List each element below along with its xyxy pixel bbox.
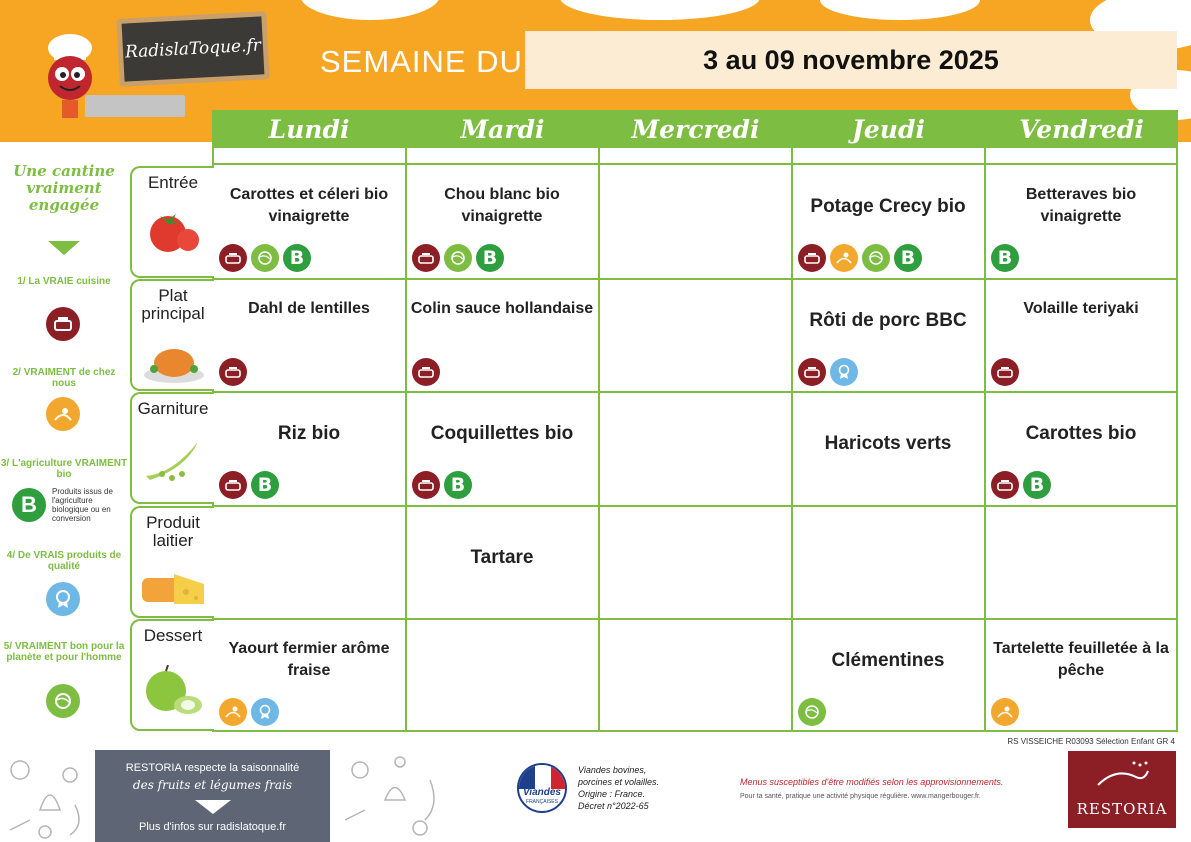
tomato-icon <box>142 204 206 254</box>
apple-icon <box>142 665 206 715</box>
cuisine-badge-icon <box>412 471 440 499</box>
logo-board[interactable] <box>116 11 269 87</box>
cheese-icon <box>142 564 206 614</box>
category-produit-laitier <box>130 506 214 618</box>
cuisine-badge-icon <box>991 358 1019 386</box>
dish-name: Carottes et céleri bio vinaigrette <box>229 186 389 225</box>
sidebar-item-bio-label: 3/ L'agriculture VRAIMENT bio <box>0 458 128 480</box>
viandes-origin-text <box>578 764 698 812</box>
bio-badge-icon: B <box>283 244 311 272</box>
day-header-jeudi: Jeudi <box>792 110 985 148</box>
label-badges <box>219 698 279 726</box>
planete-badge-icon <box>444 244 472 272</box>
category-label: Plat principal <box>141 286 205 323</box>
cloud-shape <box>300 0 440 20</box>
dish-name: Yaourt fermier arôme fraise <box>228 640 390 679</box>
seasonality-link[interactable]: Plus d'infos sur radislatoque.fr <box>138 821 286 833</box>
menu-cell <box>214 507 404 617</box>
vf-line: Viandes bovines, <box>578 765 647 775</box>
peas-icon <box>142 434 206 484</box>
week-date-range: 3 au 09 novembre 2025 <box>525 31 1177 89</box>
dish-name: Potage Crecy bio <box>810 196 966 217</box>
kitchen-desk-shape <box>85 95 185 117</box>
dish-name: Betteraves bio vinaigrette <box>1025 186 1137 225</box>
category-label: Entrée <box>147 173 199 192</box>
category-plat-principal <box>130 279 214 391</box>
planete-badge-icon <box>798 698 826 726</box>
restoria-logo <box>1068 751 1176 828</box>
local-badge-icon <box>219 698 247 726</box>
category-label: Produit laitier <box>146 513 200 550</box>
bio-b-icon: B <box>12 488 46 522</box>
seasonality-arrow-icon <box>195 800 231 814</box>
menu-cell <box>600 620 790 730</box>
quality-medal-icon <box>46 582 80 616</box>
reference-code: RS VISSEICHE R03093 Sélection Enfant GR 4 <box>1007 737 1175 746</box>
category-label: Garniture <box>137 399 209 418</box>
cuisine-badge-icon <box>219 471 247 499</box>
menu-cell <box>793 280 983 390</box>
qualite-badge-icon <box>830 358 858 386</box>
menu-cell <box>986 280 1176 390</box>
menu-cell <box>214 280 404 390</box>
cuisine-badge-icon <box>412 244 440 272</box>
menu-cell <box>600 393 790 503</box>
menu-cell <box>986 166 1176 276</box>
menus-modification-note: Menus susceptibles d'être modifiés selon les approvisionnements. <box>740 777 1004 787</box>
vf-line: Origine : France. <box>578 789 646 799</box>
sidebar-item-cuisine-label: 1/ La VRAIE cuisine <box>17 276 111 287</box>
category-label: Dessert <box>143 626 203 645</box>
category-dessert <box>130 619 214 731</box>
day-header-mercredi: Mercredi <box>599 110 792 148</box>
week-label: SEMAINE DU <box>320 44 523 79</box>
label-badges <box>798 358 858 386</box>
dish-name: Clémentines <box>831 650 945 671</box>
vf-line: Décret n°2022-65 <box>578 801 649 811</box>
bio-badge-icon: B <box>1023 471 1051 499</box>
label-badges <box>412 358 440 386</box>
menu-cell <box>214 620 404 730</box>
label-badges <box>412 244 504 272</box>
label-badges <box>219 244 311 272</box>
sidebar-item-planete-label: 5/ VRAIMENT bon pour la planète et pour l'homme <box>3 641 125 663</box>
label-badges <box>991 358 1019 386</box>
menu-cell <box>793 166 983 276</box>
category-entree <box>130 166 214 278</box>
cuisine-badge-icon <box>219 358 247 386</box>
label-badges <box>991 698 1019 726</box>
menu-cell <box>407 166 597 276</box>
menu-cell <box>214 166 404 276</box>
dish-name: Chou blanc bio vinaigrette <box>444 186 560 225</box>
restoria-brand-name: RESTORIA <box>1076 800 1168 818</box>
sidebar-item-qualite-label: 4/ De VRAIS produits de qualité <box>6 550 122 572</box>
viandes-francaises-logo <box>517 763 567 813</box>
restoria-emblem-icon <box>1096 759 1150 793</box>
cuisine-badge-icon <box>798 358 826 386</box>
label-badges <box>798 698 826 726</box>
label-badges <box>219 471 279 499</box>
dish-name: Tartare <box>470 547 534 568</box>
menu-cell <box>600 507 790 617</box>
bio-badge-icon: B <box>894 244 922 272</box>
bio-badge-icon: B <box>251 471 279 499</box>
seasonality-banner[interactable] <box>95 750 330 842</box>
cuisine-badge-icon <box>798 244 826 272</box>
sidebar-item-local-label: 2/ VRAIMENT de chez nous <box>12 367 116 389</box>
dish-name: Volaille teriyaki <box>1023 300 1139 317</box>
menu-cell <box>793 620 983 730</box>
logo-text: RadislaToque.fr <box>124 35 262 63</box>
menu-cell <box>986 620 1176 730</box>
bio-badge-icon: B <box>476 244 504 272</box>
menu-cell <box>986 393 1176 503</box>
dish-name: Coquillettes bio <box>430 423 574 444</box>
menu-cell <box>793 507 983 617</box>
planet-globe-icon <box>46 684 80 718</box>
day-header-mardi: Mardi <box>406 110 599 148</box>
vf-line: porcines et volailles. <box>578 777 660 787</box>
label-badges <box>219 358 247 386</box>
seasonality-line2: des fruits et légumes frais <box>132 778 293 792</box>
dish-name: Rôti de porc BBC <box>809 310 967 331</box>
sidebar-arrow-icon <box>48 241 80 255</box>
cloud-shape <box>820 0 980 20</box>
planete-badge-icon <box>251 244 279 272</box>
label-badges <box>798 244 922 272</box>
sidebar-title: Une cantine vraiment engagée <box>13 162 115 214</box>
menu-cell <box>407 620 597 730</box>
menu-cell <box>407 393 597 503</box>
menu-cell <box>600 280 790 390</box>
label-badges <box>991 471 1051 499</box>
roast-chicken-icon <box>142 337 206 387</box>
menu-cell <box>600 166 790 276</box>
dish-name: Riz bio <box>277 423 341 444</box>
menu-cell <box>214 393 404 503</box>
menu-cell <box>793 393 983 503</box>
qualite-badge-icon <box>251 698 279 726</box>
cuisine-badge-icon <box>991 471 1019 499</box>
bio-badge-icon: B <box>444 471 472 499</box>
cuisine-badge-icon <box>412 358 440 386</box>
menu-cell <box>407 280 597 390</box>
dish-name: Tartelette feuilletée à la pêche <box>993 640 1169 679</box>
planete-badge-icon <box>862 244 890 272</box>
menu-cell <box>986 507 1176 617</box>
vf-logo-text: Viandes <box>523 787 561 798</box>
local-badge-icon <box>830 244 858 272</box>
label-badges <box>412 471 472 499</box>
day-header-vendredi: Vendredi <box>985 110 1178 148</box>
cuisine-pot-icon <box>46 307 80 341</box>
dish-name: Haricots verts <box>824 433 952 454</box>
category-garniture <box>130 392 214 504</box>
cuisine-badge-icon <box>219 244 247 272</box>
seasonality-line1: RESTORIA respecte la saisonnalité <box>125 762 300 774</box>
header-divider <box>212 163 1178 165</box>
label-badges <box>991 244 1019 272</box>
health-note: Pour ta santé, pratique une activité physique régulière. www.mangerbouger.fr. <box>740 793 981 800</box>
day-header-lundi: Lundi <box>212 110 406 148</box>
dish-name: Colin sauce hollandaise <box>410 300 594 317</box>
cloud-shape <box>560 0 760 20</box>
menu-cell <box>407 507 597 617</box>
bio-badge-icon: B <box>991 244 1019 272</box>
bio-note: Produits issus de l'agriculture biologique ou en conversion <box>52 487 113 523</box>
dish-name: Dahl de lentilles <box>248 300 370 317</box>
local-farm-icon <box>46 397 80 431</box>
vf-logo-sub: FRANÇAISES <box>526 799 558 805</box>
local-badge-icon <box>991 698 1019 726</box>
dish-name: Carottes bio <box>1025 423 1137 444</box>
